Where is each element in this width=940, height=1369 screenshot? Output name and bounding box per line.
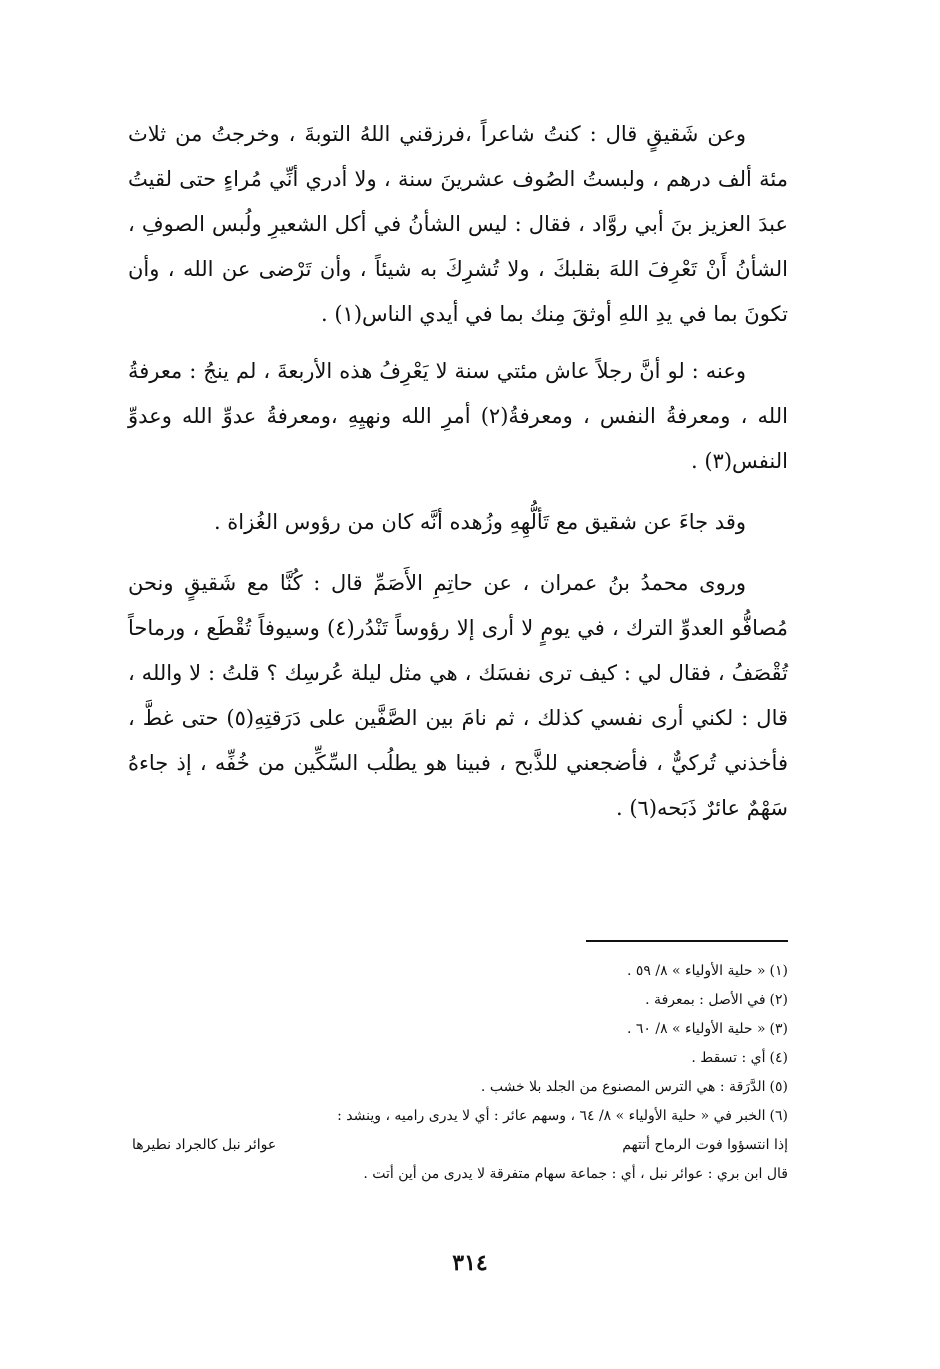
footnote-item (132, 1015, 788, 1044)
footnote-tail: قال ابن بري : عوائر نبل ، أي : جماعة سهام متفرقة لا يدرى من أين أتت . (363, 1166, 788, 1182)
footnote-number: (٥) (769, 1079, 788, 1095)
footnote-divider (586, 940, 788, 942)
footnote-item (132, 986, 788, 1015)
main-text (128, 112, 788, 831)
footnote-item (132, 1102, 788, 1131)
footnote-item (132, 1073, 788, 1102)
footnotes (132, 957, 788, 1189)
footnote-number: (٢) (769, 992, 788, 1008)
verse-hemistich-second: عوائر نبل كالجراد نطيرها (132, 1137, 277, 1153)
paragraph-battle-story: وروى محمدُ بنُ عمران ، عن حاتِمِ الأَصَمِّ قال : كُنَّا مع شَقيقٍ ونحن مُصافُّو العدوِّ الترك ، في يومٍ لا أرى إلا رؤوساً تَنْدُر(٤) وسيوفاً تُقْطَع ، ورماحاً تُقْصَفُ ، فقال لي : كيف ترى نفسَك ، هي مثل ليلة عُرسِك ؟ قلتُ : لا والله ، قال : لكني أرى نفسي كذلك ، ثم نامَ بين الصَّفَّين على دَرَقتِهِ(٥) حتى غطَّ ، فأخذني تُركيٌّ ، فأضجعني للذَّبح ، فبينا هو يطلُب السِّكِّين من خُفِّه ، إذ جاءهُ سَهْمٌ عائرٌ ذَبَحه(٦) . (128, 571, 789, 820)
footnote-number: (٤) (769, 1050, 788, 1066)
verse-hemistich-first: إذا انتسؤوا فوت الرماح أتتهم (622, 1137, 788, 1153)
paragraph-warrior: وقد جاءَ عن شقيق مع تَألُّهِهِ وزُهده أنَّه كان من رؤوس الغُزاة . (213, 510, 746, 534)
footnote-number: (٣) (769, 1021, 788, 1037)
paragraph-shaqiq-repentance: وعن شَقيقٍ قال : كنتُ شاعراً ،فرزقني اللهُ التوبةَ ، وخرجتُ من ثلاث مئة ألف درهم ، ولبستُ الصُوف عشرينَ سنة ، ولا أدري أنِّي مُراءٍ حتى لقيتُ عبدَ العزيز بنَ أبي روَّاد ، فقال : ليس الشأنُ في أكل الشعيرِ ولُبس الصوفِ ، الشأنُ أَنْ تَعْرِفَ اللهَ بقلبكَ ، ولا تُشرِكَ به شيئاً ، وأن تَرْضى عن الله ، وأن تكونَ بما في يدِ اللهِ أوثقَ مِنك بما في أيدي الناس(١) . (128, 122, 788, 326)
footnote-item (132, 1044, 788, 1073)
page-number: ٣١٤ (452, 1250, 488, 1276)
footnote-text: في الأصل : بمعرفة . (645, 992, 766, 1008)
footnote-number: (١) (769, 963, 788, 979)
footnote-text: أي : تسقط . (691, 1050, 766, 1066)
footnote-text: الدَّرَقة : هي الترس المصنوع من الجلد بلا خشب . (480, 1079, 766, 1095)
paragraph-four-knowledges: وعنه : لو أنَّ رجلاً عاش مئتي سنة لا يَعْرِفُ هذه الأربعةَ ، لم ينجُ : معرفةُ الله ، ومعرفةُ النفس ، ومعرفةُ(٢) أمرِ الله ونهيِهِ ،ومعرفةُ عدوِّ الله وعدوِّ النفس(٣) . (128, 359, 788, 473)
footnote-text: « حلية الأولياء » ٨/ ٦٠ . (626, 1021, 766, 1037)
footnote-number: (٦) (769, 1108, 788, 1124)
footnote-verse (132, 1131, 788, 1160)
footnote-text: « حلية الأولياء » ٨/ ٥٩ . (626, 963, 766, 979)
footnote-text: الخبر في « حلية الأولياء » ٨/ ٦٤ ، وسهم عائر : أي لا يدرى راميه ، وينشد : (337, 1108, 766, 1124)
footnote-item (132, 957, 788, 986)
